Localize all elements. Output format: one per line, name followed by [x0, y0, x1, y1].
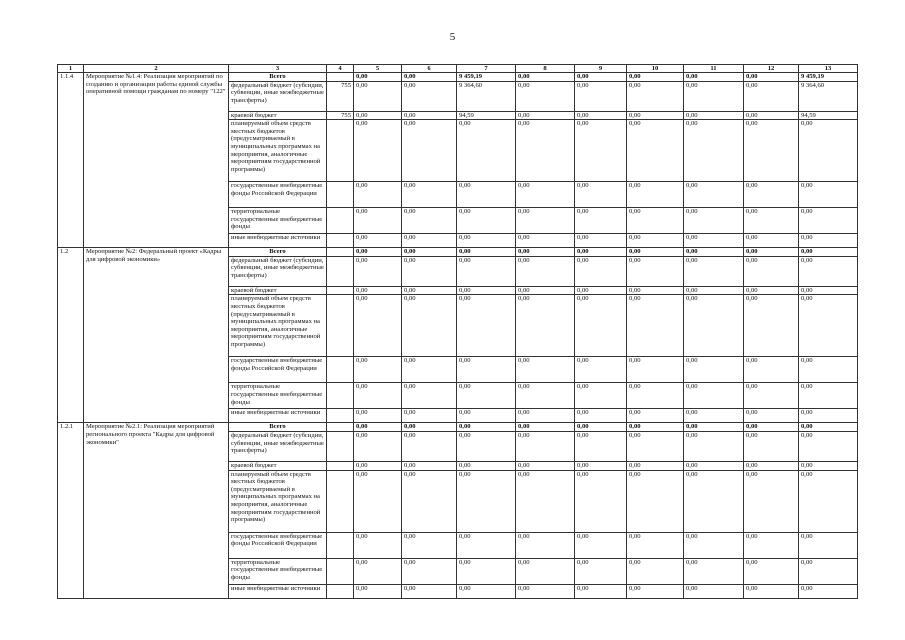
amount-cell: 0,00 — [799, 295, 858, 357]
amount-cell: 0,00 — [799, 584, 858, 598]
activity-name: Мероприятие №1.4: Реализация мероприятий по созданию и организации работы единой службы оперативной помощи гражданам по номеру "122" — [84, 73, 229, 248]
amount-cell: 0,00 — [457, 208, 516, 234]
amount-cell: 0,00 — [402, 409, 457, 423]
amount-cell: 0,00 — [516, 470, 575, 532]
column-number: 9 — [575, 65, 627, 73]
amount-cell: 0,00 — [744, 532, 799, 558]
amount-cell: 0,00 — [516, 182, 575, 208]
amount-cell: 0,00 — [627, 357, 684, 383]
amount-cell: 0,00 — [575, 558, 627, 584]
column-number: 10 — [627, 65, 684, 73]
amount-cell: 0,00 — [799, 357, 858, 383]
amount-cell: 0,00 — [402, 357, 457, 383]
amount-cell: 0,00 — [627, 383, 684, 409]
amount-cell: 0,00 — [575, 182, 627, 208]
amount-cell: 0,00 — [799, 470, 858, 532]
amount-cell: 0,00 — [684, 111, 744, 120]
funding-source: федеральный бюджет (субсидии, субвенции, иные межбюджетные трансферты) — [229, 81, 327, 111]
amount-cell: 0,00 — [744, 558, 799, 584]
amount-cell: 0,00 — [627, 286, 684, 295]
amount-cell: 0,00 — [354, 383, 402, 409]
amount-cell: 0,00 — [402, 120, 457, 182]
funding-source: Всего — [229, 73, 327, 82]
amount-cell: 0,00 — [457, 295, 516, 357]
budget-code — [327, 461, 354, 470]
amount-cell: 0,00 — [627, 256, 684, 286]
amount-cell: 0,00 — [516, 423, 575, 432]
amount-cell: 0,00 — [354, 295, 402, 357]
amount-cell: 0,00 — [516, 357, 575, 383]
amount-cell: 0,00 — [627, 461, 684, 470]
amount-cell: 0,00 — [684, 584, 744, 598]
amount-cell: 0,00 — [575, 584, 627, 598]
amount-cell: 0,00 — [575, 532, 627, 558]
amount-cell: 0,00 — [354, 431, 402, 461]
amount-cell: 0,00 — [354, 558, 402, 584]
budget-code — [327, 286, 354, 295]
funding-source: государственные внебюджетные фонды Российской Федерации — [229, 532, 327, 558]
amount-cell: 0,00 — [627, 81, 684, 111]
funding-source: территориальные государственные внебюджетные фонды — [229, 383, 327, 409]
funding-source: Всего — [229, 248, 327, 257]
amount-cell: 0,00 — [354, 532, 402, 558]
amount-cell: 0,00 — [744, 470, 799, 532]
amount-cell: 0,00 — [457, 234, 516, 248]
amount-cell: 0,00 — [575, 383, 627, 409]
table-row-total — [58, 423, 858, 432]
column-number: 11 — [684, 65, 744, 73]
amount-cell: 0,00 — [457, 120, 516, 182]
amount-cell: 0,00 — [516, 383, 575, 409]
activity-name: Мероприятие №2: Федеральный проект «Кадры для цифровой экономики» — [84, 248, 229, 423]
page-number: 5 — [449, 31, 456, 43]
funding-source: территориальные государственные внебюджетные фонды — [229, 558, 327, 584]
amount-cell: 0,00 — [354, 182, 402, 208]
budget-code — [327, 470, 354, 532]
column-number: 3 — [229, 65, 327, 73]
amount-cell: 0,00 — [516, 111, 575, 120]
funding-source: иные внебюджетные источники — [229, 584, 327, 598]
amount-cell: 9 459,19 — [457, 73, 516, 82]
amount-cell: 0,00 — [575, 470, 627, 532]
amount-cell: 0,00 — [684, 409, 744, 423]
amount-cell: 0,00 — [402, 383, 457, 409]
activity-number: 1.1.4 — [58, 73, 84, 248]
funding-source: иные внебюджетные источники — [229, 234, 327, 248]
column-number: 7 — [457, 65, 516, 73]
amount-cell: 0,00 — [575, 248, 627, 257]
amount-cell: 0,00 — [799, 423, 858, 432]
amount-cell: 0,00 — [744, 73, 799, 82]
amount-cell: 0,00 — [575, 120, 627, 182]
amount-cell: 0,00 — [457, 470, 516, 532]
budget-code — [327, 409, 354, 423]
amount-cell: 0,00 — [457, 357, 516, 383]
column-number: 2 — [84, 65, 229, 73]
budget-code — [327, 383, 354, 409]
budget-code — [327, 558, 354, 584]
budget-code — [327, 423, 354, 432]
funding-source: иные внебюджетные источники — [229, 409, 327, 423]
funding-source: территориальные государственные внебюджетные фонды — [229, 208, 327, 234]
amount-cell: 0,00 — [516, 558, 575, 584]
amount-cell: 94,59 — [799, 111, 858, 120]
amount-cell: 0,00 — [799, 558, 858, 584]
funding-source: государственные внебюджетные фонды Российской Федерации — [229, 357, 327, 383]
amount-cell: 0,00 — [457, 286, 516, 295]
amount-cell: 0,00 — [627, 182, 684, 208]
amount-cell: 0,00 — [516, 81, 575, 111]
amount-cell: 0,00 — [744, 383, 799, 409]
amount-cell: 0,00 — [627, 423, 684, 432]
amount-cell: 0,00 — [627, 234, 684, 248]
amount-cell: 0,00 — [354, 409, 402, 423]
activity-number: 1.2.1 — [58, 423, 84, 598]
amount-cell: 0,00 — [627, 248, 684, 257]
activity-number: 1.2 — [58, 248, 84, 423]
amount-cell: 0,00 — [575, 357, 627, 383]
amount-cell: 0,00 — [744, 182, 799, 208]
amount-cell: 0,00 — [799, 461, 858, 470]
amount-cell: 0,00 — [627, 558, 684, 584]
amount-cell: 0,00 — [457, 461, 516, 470]
funding-source: краевой бюджет — [229, 111, 327, 120]
amount-cell: 0,00 — [744, 423, 799, 432]
amount-cell: 0,00 — [575, 423, 627, 432]
amount-cell: 0,00 — [402, 73, 457, 82]
amount-cell: 0,00 — [402, 286, 457, 295]
amount-cell: 0,00 — [516, 295, 575, 357]
amount-cell: 0,00 — [744, 409, 799, 423]
amount-cell: 0,00 — [575, 234, 627, 248]
amount-cell: 0,00 — [684, 234, 744, 248]
amount-cell: 0,00 — [402, 295, 457, 357]
amount-cell: 0,00 — [516, 208, 575, 234]
amount-cell: 0,00 — [516, 584, 575, 598]
amount-cell: 0,00 — [402, 470, 457, 532]
funding-source: федеральный бюджет (субсидии, субвенции, иные межбюджетные трансферты) — [229, 431, 327, 461]
amount-cell: 0,00 — [575, 111, 627, 120]
table-row-total — [58, 248, 858, 257]
amount-cell: 0,00 — [799, 182, 858, 208]
amount-cell: 0,00 — [354, 120, 402, 182]
budget-code — [327, 431, 354, 461]
amount-cell: 0,00 — [516, 461, 575, 470]
amount-cell: 0,00 — [575, 409, 627, 423]
amount-cell: 0,00 — [799, 383, 858, 409]
column-number-row — [58, 65, 858, 73]
amount-cell: 0,00 — [744, 111, 799, 120]
amount-cell: 0,00 — [627, 73, 684, 82]
amount-cell: 0,00 — [402, 584, 457, 598]
amount-cell: 0,00 — [744, 120, 799, 182]
amount-cell: 0,00 — [684, 286, 744, 295]
amount-cell: 0,00 — [799, 208, 858, 234]
amount-cell: 0,00 — [354, 73, 402, 82]
budget-code: 755 — [327, 81, 354, 111]
amount-cell: 0,00 — [684, 423, 744, 432]
amount-cell: 0,00 — [402, 208, 457, 234]
amount-cell: 0,00 — [402, 256, 457, 286]
budget-code — [327, 532, 354, 558]
amount-cell: 0,00 — [799, 248, 858, 257]
amount-cell: 0,00 — [516, 256, 575, 286]
amount-cell: 0,00 — [744, 234, 799, 248]
amount-cell: 0,00 — [684, 120, 744, 182]
amount-cell: 0,00 — [684, 357, 744, 383]
amount-cell: 0,00 — [744, 286, 799, 295]
amount-cell: 0,00 — [627, 111, 684, 120]
column-number: 1 — [58, 65, 84, 73]
amount-cell: 0,00 — [402, 248, 457, 257]
amount-cell: 0,00 — [457, 256, 516, 286]
amount-cell: 0,00 — [684, 558, 744, 584]
amount-cell: 0,00 — [684, 461, 744, 470]
amount-cell: 0,00 — [744, 81, 799, 111]
amount-cell: 0,00 — [354, 111, 402, 120]
amount-cell: 0,00 — [402, 234, 457, 248]
amount-cell: 0,00 — [799, 409, 858, 423]
amount-cell: 0,00 — [684, 532, 744, 558]
amount-cell: 0,00 — [627, 120, 684, 182]
column-number: 6 — [402, 65, 457, 73]
amount-cell: 0,00 — [516, 120, 575, 182]
amount-cell: 0,00 — [457, 409, 516, 423]
amount-cell: 0,00 — [402, 81, 457, 111]
funding-source: планируемый объем средств местных бюджетов (предусматриваемый в муниципальных программах на мероприятия, аналогичные мероприятиям государственной программы) — [229, 120, 327, 182]
amount-cell: 0,00 — [627, 584, 684, 598]
amount-cell: 0,00 — [575, 431, 627, 461]
amount-cell: 0,00 — [627, 295, 684, 357]
amount-cell: 0,00 — [354, 81, 402, 111]
amount-cell: 0,00 — [799, 256, 858, 286]
amount-cell: 0,00 — [354, 256, 402, 286]
amount-cell: 0,00 — [402, 111, 457, 120]
funding-source: Всего — [229, 423, 327, 432]
amount-cell: 0,00 — [684, 81, 744, 111]
amount-cell: 0,00 — [402, 182, 457, 208]
amount-cell: 0,00 — [627, 470, 684, 532]
amount-cell: 0,00 — [354, 584, 402, 598]
amount-cell: 0,00 — [684, 470, 744, 532]
amount-cell: 0,00 — [402, 461, 457, 470]
funding-source: краевой бюджет — [229, 461, 327, 470]
amount-cell: 0,00 — [516, 431, 575, 461]
column-number: 8 — [516, 65, 575, 73]
amount-cell: 0,00 — [575, 256, 627, 286]
amount-cell: 0,00 — [354, 357, 402, 383]
budget-code — [327, 234, 354, 248]
amount-cell: 9 459,19 — [799, 73, 858, 82]
budget-code — [327, 248, 354, 257]
amount-cell: 0,00 — [744, 208, 799, 234]
amount-cell: 0,00 — [575, 295, 627, 357]
amount-cell: 0,00 — [402, 558, 457, 584]
amount-cell: 0,00 — [684, 182, 744, 208]
amount-cell: 0,00 — [627, 409, 684, 423]
budget-code — [327, 584, 354, 598]
amount-cell: 0,00 — [575, 73, 627, 82]
amount-cell: 0,00 — [627, 208, 684, 234]
amount-cell: 0,00 — [684, 431, 744, 461]
budget-code — [327, 182, 354, 208]
budget-code — [327, 73, 354, 82]
amount-cell: 0,00 — [457, 558, 516, 584]
budget-code — [327, 208, 354, 234]
amount-cell: 0,00 — [799, 532, 858, 558]
budget-code — [327, 256, 354, 286]
amount-cell: 0,00 — [744, 248, 799, 257]
funding-source: планируемый объем средств местных бюджетов (предусматриваемый в муниципальных программах на мероприятия, аналогичные мероприятиям государственной программы) — [229, 470, 327, 532]
amount-cell: 0,00 — [575, 461, 627, 470]
amount-cell: 0,00 — [457, 532, 516, 558]
amount-cell: 0,00 — [354, 234, 402, 248]
amount-cell: 0,00 — [684, 73, 744, 82]
amount-cell: 94,59 — [457, 111, 516, 120]
column-number: 12 — [744, 65, 799, 73]
budget-table — [57, 64, 858, 599]
funding-source: планируемый объем средств местных бюджетов (предусматриваемый в муниципальных программах на мероприятия, аналогичные мероприятиям государственной программы) — [229, 295, 327, 357]
budget-code — [327, 295, 354, 357]
budget-code: 755 — [327, 111, 354, 120]
amount-cell: 0,00 — [516, 409, 575, 423]
amount-cell: 0,00 — [457, 182, 516, 208]
amount-cell: 0,00 — [402, 532, 457, 558]
amount-cell: 0,00 — [354, 248, 402, 257]
amount-cell: 0,00 — [457, 423, 516, 432]
amount-cell: 0,00 — [516, 286, 575, 295]
amount-cell: 0,00 — [457, 248, 516, 257]
amount-cell: 0,00 — [744, 256, 799, 286]
amount-cell: 0,00 — [627, 431, 684, 461]
table-row-total — [58, 73, 858, 82]
amount-cell: 0,00 — [799, 120, 858, 182]
amount-cell: 0,00 — [799, 431, 858, 461]
amount-cell: 0,00 — [627, 532, 684, 558]
amount-cell: 0,00 — [684, 208, 744, 234]
amount-cell: 0,00 — [684, 383, 744, 409]
amount-cell: 0,00 — [516, 532, 575, 558]
funding-source: краевой бюджет — [229, 286, 327, 295]
amount-cell: 0,00 — [516, 73, 575, 82]
amount-cell: 0,00 — [684, 248, 744, 257]
amount-cell: 0,00 — [575, 208, 627, 234]
amount-cell: 0,00 — [799, 286, 858, 295]
amount-cell: 0,00 — [744, 357, 799, 383]
amount-cell: 0,00 — [744, 431, 799, 461]
column-number: 4 — [327, 65, 354, 73]
funding-source: федеральный бюджет (субсидии, субвенции, иные межбюджетные трансферты) — [229, 256, 327, 286]
amount-cell: 9 364,60 — [457, 81, 516, 111]
amount-cell: 0,00 — [354, 470, 402, 532]
amount-cell: 0,00 — [457, 584, 516, 598]
column-number: 5 — [354, 65, 402, 73]
amount-cell: 0,00 — [744, 584, 799, 598]
amount-cell: 0,00 — [575, 286, 627, 295]
funding-source: государственные внебюджетные фонды Российской Федерации — [229, 182, 327, 208]
amount-cell: 0,00 — [575, 81, 627, 111]
amount-cell: 0,00 — [799, 234, 858, 248]
amount-cell: 0,00 — [684, 256, 744, 286]
budget-code — [327, 357, 354, 383]
amount-cell: 0,00 — [402, 423, 457, 432]
amount-cell: 0,00 — [354, 423, 402, 432]
amount-cell: 0,00 — [516, 248, 575, 257]
amount-cell: 0,00 — [457, 383, 516, 409]
amount-cell: 0,00 — [354, 208, 402, 234]
budget-code — [327, 120, 354, 182]
activity-name: Мероприятие №2.1: Реализация мероприятий регионального проекта "Кадры для цифровой экономики" — [84, 423, 229, 598]
amount-cell: 9 364,60 — [799, 81, 858, 111]
amount-cell: 0,00 — [516, 234, 575, 248]
amount-cell: 0,00 — [457, 431, 516, 461]
amount-cell: 0,00 — [744, 461, 799, 470]
amount-cell: 0,00 — [354, 286, 402, 295]
amount-cell: 0,00 — [744, 295, 799, 357]
amount-cell: 0,00 — [354, 461, 402, 470]
amount-cell: 0,00 — [684, 295, 744, 357]
amount-cell: 0,00 — [402, 431, 457, 461]
column-number: 13 — [799, 65, 858, 73]
